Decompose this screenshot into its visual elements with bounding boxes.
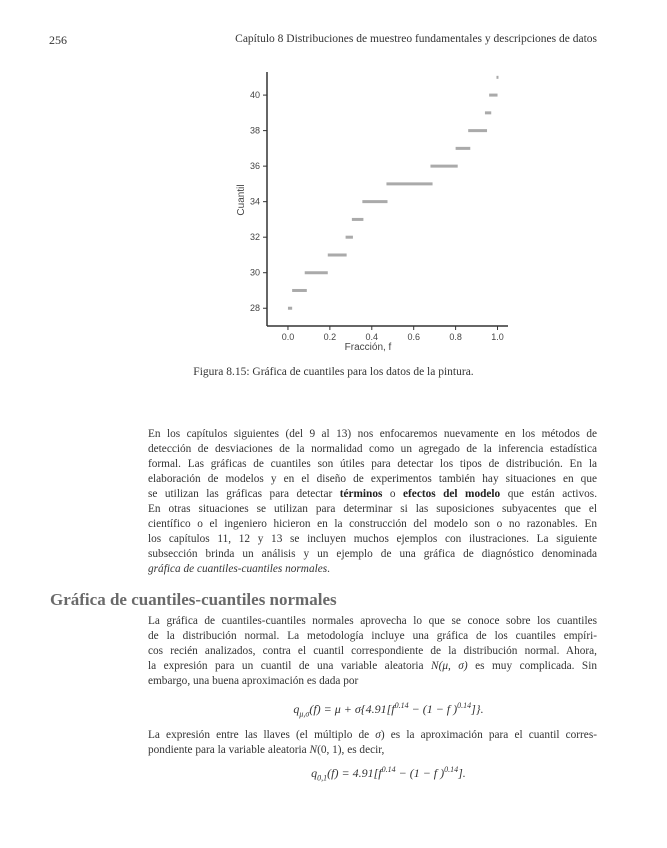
y-axis-label: Cuantil — [236, 184, 247, 216]
math: − (1 − f ) — [395, 766, 445, 780]
text-line: científico o el ingeniero hicieron en la construcción del modelo son o no razonables. En — [148, 518, 597, 530]
math: ]. — [458, 766, 466, 780]
math-exp: 0.14 — [444, 765, 459, 774]
y-tick-label: 36 — [249, 161, 260, 172]
bold-term: efectos del modelo — [403, 488, 501, 500]
text-line: La gráfica de cuantiles-cuantiles normales aprovecha lo que se conoce sobre los cuantiles — [148, 615, 597, 627]
math-exp: 0.14 — [394, 701, 409, 710]
text: se utilizan las gráficas para detectar — [148, 488, 340, 500]
data-marks — [288, 77, 499, 308]
paragraph-explanation — [148, 728, 597, 758]
math: q — [293, 702, 300, 716]
math-sub: μ,σ — [299, 709, 310, 719]
text: que están activos. — [500, 488, 598, 500]
text-line — [148, 659, 597, 674]
text: (0, 1), es decir, — [317, 744, 385, 756]
text-line: En otras situaciones se utilizan para determinar si las suposiciones subyacentes que el — [148, 503, 597, 515]
y-tick-label: 38 — [249, 125, 260, 136]
section-heading: Gráfica de cuantiles-cuantiles normales — [50, 590, 337, 609]
x-tick-label: 0.0 — [281, 332, 295, 342]
text-line: En los capítulos siguientes (del 9 al 13) nos enfocaremos nuevamente en los métodos de — [148, 428, 597, 440]
math: (f) = 4.91[f — [327, 766, 382, 780]
text-line: detección de desviaciones de la normalidad como un agregado de la inferencia estadística — [148, 443, 597, 455]
text: pondiente para la variable aleatoria — [148, 744, 310, 756]
math: (f) = μ + σ{4.91[f — [309, 702, 395, 716]
bold-term: términos — [339, 488, 383, 500]
text-line — [148, 562, 597, 577]
paragraph-intro — [148, 427, 597, 577]
y-tick-label: 34 — [249, 196, 260, 207]
text: La expresión entre las llaves (el múltiplo de — [148, 729, 376, 741]
math-exp: 0.14 — [457, 701, 472, 710]
text: la expresión para un cuantil de una variable aleatoria — [148, 660, 432, 672]
text-line: formal. Las gráficas de cuantiles son útiles para detectar los tipos de distribución. En la — [148, 458, 597, 470]
math-sub: 0,1 — [317, 773, 328, 783]
math-exp: 0.14 — [381, 765, 396, 774]
figure-caption: Figura 8.15: Gráfica de cuantiles para los datos de la pintura. — [193, 366, 474, 378]
y-tick-label: 28 — [249, 303, 260, 314]
math: N(μ, σ) — [431, 660, 468, 672]
page-number: 256 — [49, 33, 67, 47]
y-tick-label: 32 — [249, 232, 260, 243]
x-tick-label: 0.8 — [449, 332, 462, 342]
math: ]}. — [471, 702, 484, 716]
text: ) es la aproximación para el cuantil corres- — [380, 729, 597, 741]
formula-standard-normal — [0, 765, 667, 782]
text-line: cos recién analizados, contra el cuantil correspondiente de la distribución normal. Ahora, — [148, 645, 597, 657]
text-line: los capítulos 11, 12 y 13 se incluyen muchos ejemplos con ilustraciones. La siguiente — [148, 533, 597, 545]
x-tick-label: 0.4 — [365, 332, 379, 342]
paragraph-normal-qq — [148, 614, 597, 689]
y-tick-label: 30 — [249, 267, 260, 278]
math: − (1 − f ) — [408, 702, 458, 716]
text-line: subsección brinda un análisis y un ejemplo de una gráfica de diagnóstico denominada — [148, 548, 597, 560]
text: o — [382, 488, 404, 500]
text: es muy complicada. Sin — [467, 660, 598, 672]
x-tick-label: 0.6 — [407, 332, 420, 342]
formula-quantile-approx — [0, 701, 667, 718]
axes — [250, 72, 508, 342]
italic-term: gráfica de cuantiles-cuantiles normales — [148, 563, 328, 575]
math: σ — [375, 729, 381, 741]
text-line: embargo, una buena aproximación es dada por — [148, 675, 359, 687]
text-line: de la distribución normal. La metodología incluye una gráfica de los cuantiles empíri- — [148, 630, 597, 642]
text-line — [148, 728, 597, 743]
text-line — [148, 743, 597, 758]
x-axis-label: Fracción, f — [344, 342, 392, 353]
y-tick-label: 40 — [249, 90, 260, 101]
x-tick-label: 1.0 — [491, 332, 504, 342]
x-tick-label: 0.2 — [323, 332, 337, 342]
text-line — [148, 487, 597, 502]
quantile-plot — [230, 70, 510, 360]
math: q — [311, 766, 318, 780]
math: N — [309, 744, 318, 756]
running-head: Capítulo 8 Distribuciones de muestreo fundamentales y descripciones de datos — [235, 33, 597, 45]
text-line: elaboración de modelos y en el diseño de experimentos también hay situaciones en que — [148, 473, 597, 485]
text: . — [327, 563, 330, 575]
